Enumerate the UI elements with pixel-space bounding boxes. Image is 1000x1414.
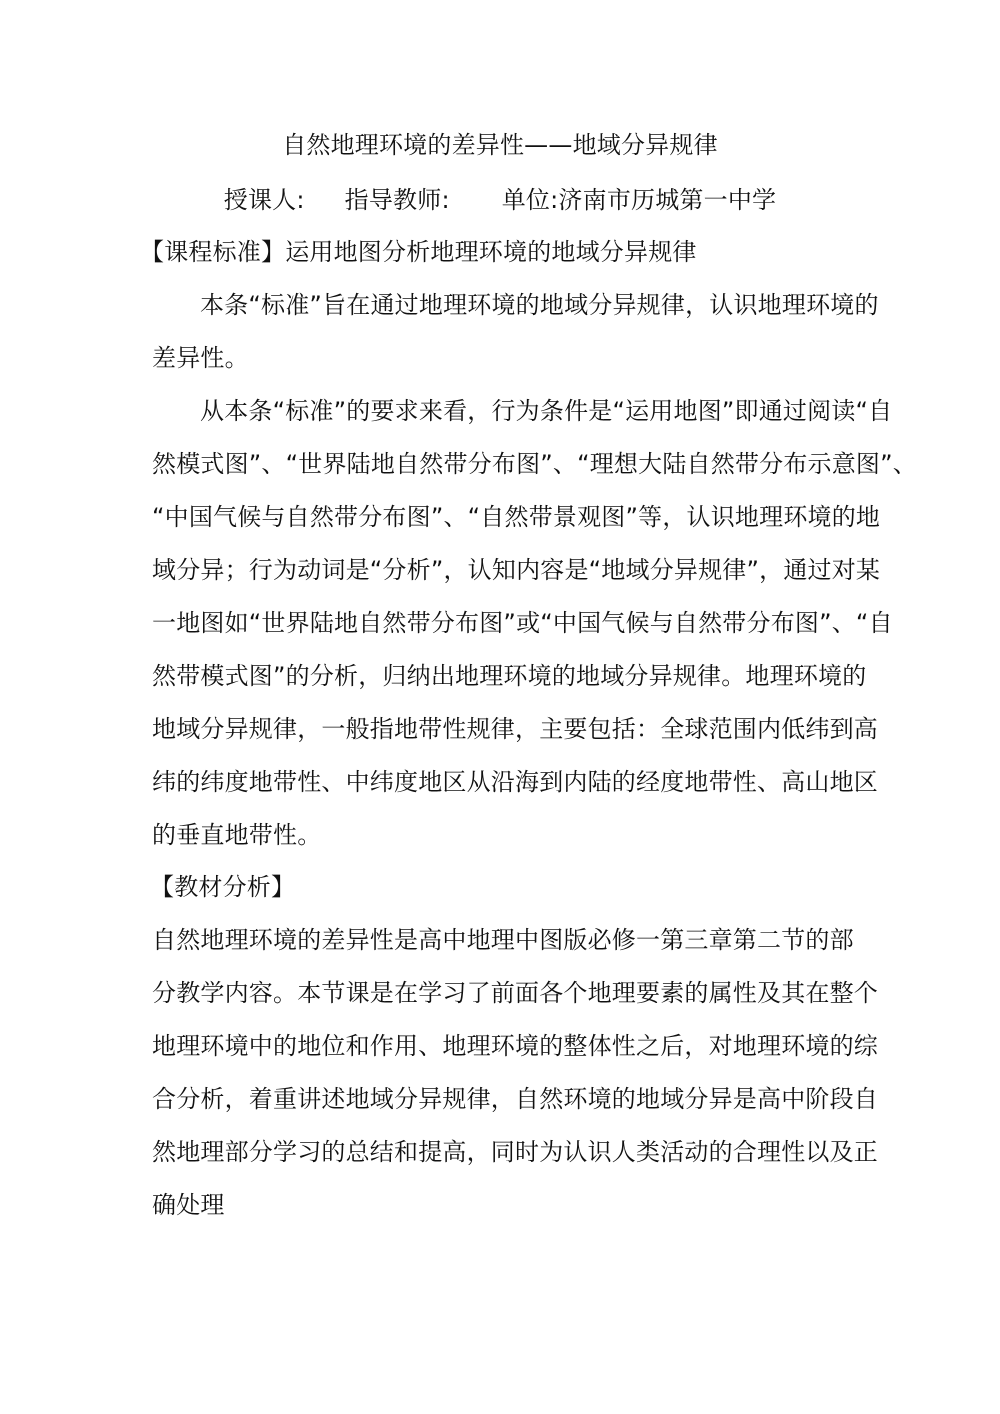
paragraph-line: 分教学内容。本节课是在学习了前面各个地理要素的属性及其在整个 <box>152 979 878 1007</box>
unit-value: 济南市历城第一中学 <box>558 186 777 214</box>
paragraph-line: 一地图如“世界陆地自然带分布图”或“中国气候与自然带分布图”、“自 <box>152 609 893 637</box>
paragraph-line: 本条“标准”旨在通过地理环境的地域分异规律，认识地理环境的 <box>200 291 879 319</box>
paragraph-line: 自然地理环境的差异性是高中地理中图版必修一第三章第二节的部 <box>152 926 854 954</box>
unit-label: 单位: <box>501 186 559 214</box>
paragraph-line: 确处理 <box>152 1191 225 1219</box>
paragraph-line: 差异性。 <box>152 344 249 372</box>
document-title: 自然地理环境的差异性——地域分异规律 <box>282 131 718 159</box>
paragraph-line: 纬的纬度地带性、中纬度地区从沿海到内陆的经度地带性、高山地区 <box>152 768 878 796</box>
paragraph-line: 地理环境中的地位和作用、地理环境的整体性之后，对地理环境的综 <box>152 1032 878 1060</box>
paragraph-line: “中国气候与自然带分布图”、“自然带景观图”等，认识地理环境的地 <box>152 503 881 531</box>
byline <box>0 185 1000 215</box>
paragraph-line: 然地理部分学习的总结和提高，同时为认识人类活动的合理性以及正 <box>152 1138 878 1166</box>
advisor-label: 指导教师: <box>344 186 450 214</box>
paragraph-line: 域分异；行为动词是“分析”，认知内容是“地域分异规律”，通过对某 <box>152 556 881 584</box>
paragraph-line: 从本条“标准”的要求来看，行为条件是“运用地图”即通过阅读“自 <box>200 397 893 425</box>
paragraph-line: 合分析，着重讲述地域分异规律，自然环境的地域分异是高中阶段自 <box>152 1085 878 1113</box>
paragraph-line: 的垂直地带性。 <box>152 821 322 849</box>
curriculum-standard-heading: 【课程标准】运用地图分析地理环境的地域分异规律 <box>140 238 697 266</box>
textbook-analysis-heading: 【教材分析】 <box>150 873 296 901</box>
paragraph-line: 地域分异规律，一般指地带性规律，主要包括：全球范围内低纬到高 <box>152 715 878 743</box>
lecturer-label: 授课人: <box>223 186 305 214</box>
paragraph-line: 然带模式图”的分析，归纳出地理环境的地域分异规律。地理环境的 <box>152 662 867 690</box>
paragraph-line: 然模式图”、“世界陆地自然带分布图”、“理想大陆自然带分布示意图”、 <box>152 450 917 478</box>
